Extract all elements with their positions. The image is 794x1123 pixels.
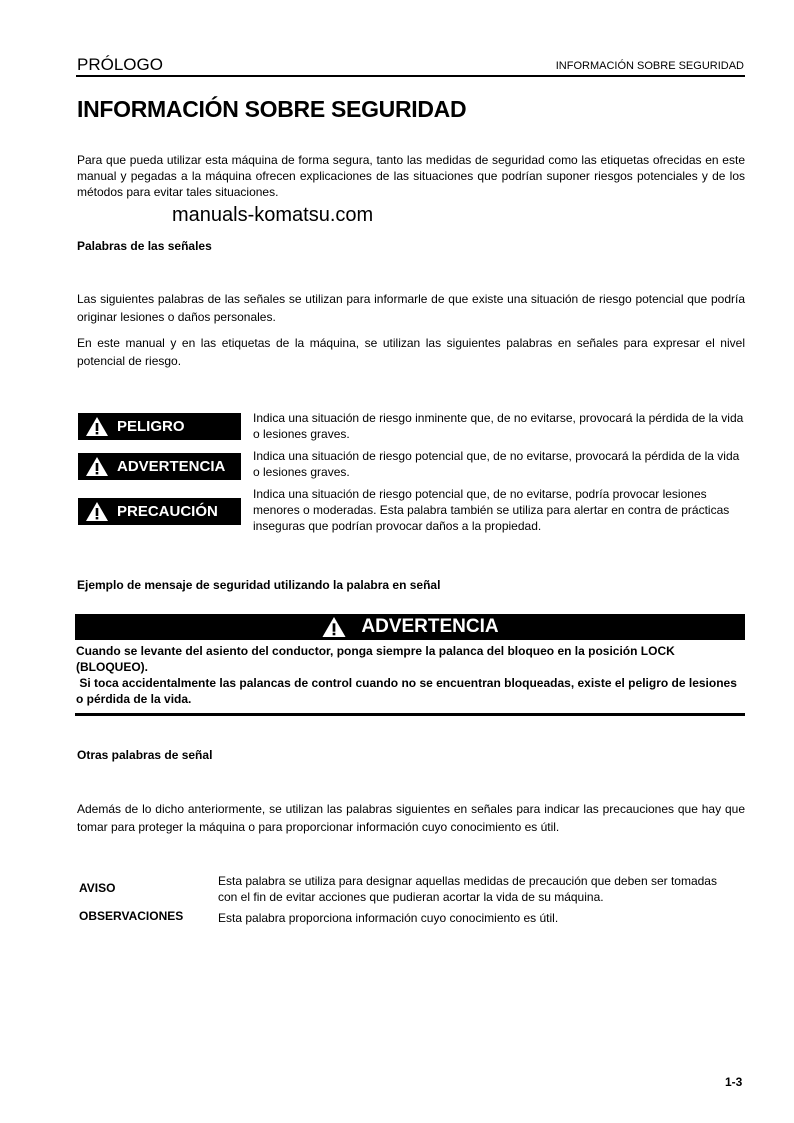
term-aviso: AVISO bbox=[79, 881, 116, 895]
page-title: INFORMACIÓN SOBRE SEGURIDAD bbox=[77, 96, 467, 122]
warning-triangle-icon bbox=[85, 501, 109, 522]
page-number: 1-3 bbox=[725, 1075, 743, 1089]
header-rule bbox=[76, 75, 745, 77]
signal-words-para1: Las siguientes palabras de las señales se utilizan para informarle de que existe una situación de riesgo potencial que podría originar lesiones o daños personales. bbox=[77, 292, 745, 324]
term-desc-observaciones: Esta palabra proporciona información cuyo conocimiento es útil. bbox=[218, 911, 559, 925]
signal-desc-advertencia: Indica una situación de riesgo potencial que, de no evitarse, provocará la pérdida de la vida o lesiones graves. bbox=[253, 449, 740, 479]
example-warning-bar: ADVERTENCIA bbox=[75, 614, 745, 640]
signal-words-para2: En este manual y en las etiquetas de la máquina, se utilizan las siguientes palabras en señales para expresar el nivel potencial de riesgo. bbox=[77, 336, 745, 368]
running-title: INFORMACIÓN SOBRE SEGURIDAD bbox=[555, 60, 744, 72]
signal-label-advertencia: ADVERTENCIA bbox=[78, 453, 241, 480]
signal-desc-peligro: Indica una situación de riesgo inminente que, de no evitarse, provocará la pérdida de la vida o lesiones graves. bbox=[253, 411, 744, 441]
example-line-2: Si toca accidentalmente las palancas de control cuando no se encuentran bloqueadas, existe el peligro de lesiones o pérdida de la vida. bbox=[76, 676, 741, 706]
other-words-heading: Otras palabras de señal bbox=[77, 748, 213, 762]
term-observaciones: OBSERVACIONES bbox=[79, 909, 184, 923]
example-heading: Ejemplo de mensaje de seguridad utilizando la palabra en señal bbox=[77, 578, 441, 592]
intro-paragraph: Para que pueda utilizar esta máquina de forma segura, tanto las medidas de seguridad como las etiquetas ofrecidas en este manual y pegadas a la máquina ofrecen explicaciones de las situaciones que podrían suponer riesgos potenciales y de los métodos para evitar tales situaciones. bbox=[77, 153, 745, 199]
warning-triangle-icon bbox=[85, 416, 109, 437]
warning-triangle-icon bbox=[85, 456, 109, 477]
term-desc-aviso: Esta palabra se utiliza para designar aquellas medidas de precaución que deben ser tomadas con el fin de evitar acciones que pudieran acortar la vida de su máquina. bbox=[218, 874, 717, 904]
signal-label-peligro: PELIGRO bbox=[78, 413, 241, 440]
other-words-para: Además de lo dicho anteriormente, se utilizan las palabras siguientes en señales para indicar las precauciones que hay que tomar para proteger la máquina o para proporcionar información cuyo conocimiento es útil. bbox=[77, 802, 745, 834]
example-warning-body bbox=[76, 643, 746, 707]
signal-desc-precaucion: Indica una situación de riesgo potencial que, de no evitarse, podría provocar lesiones menores o moderadas. Esta palabra también se utiliza para alertar en contra de prácticas inseguras que podrían provocar daños a la propiedad. bbox=[253, 487, 730, 533]
example-bottom-rule bbox=[75, 713, 745, 716]
warning-triangle-icon bbox=[321, 616, 347, 638]
example-line-1: Cuando se levante del asiento del conductor, ponga siempre la palanca del bloqueo en la posición LOCK (BLOQUEO). bbox=[76, 644, 675, 674]
signal-words-heading: Palabras de las señales bbox=[77, 239, 212, 253]
signal-label-precaucion: PRECAUCIÓN bbox=[78, 498, 241, 525]
watermark: manuals-komatsu.com bbox=[172, 204, 374, 226]
section-header: PRÓLOGO bbox=[77, 55, 163, 74]
